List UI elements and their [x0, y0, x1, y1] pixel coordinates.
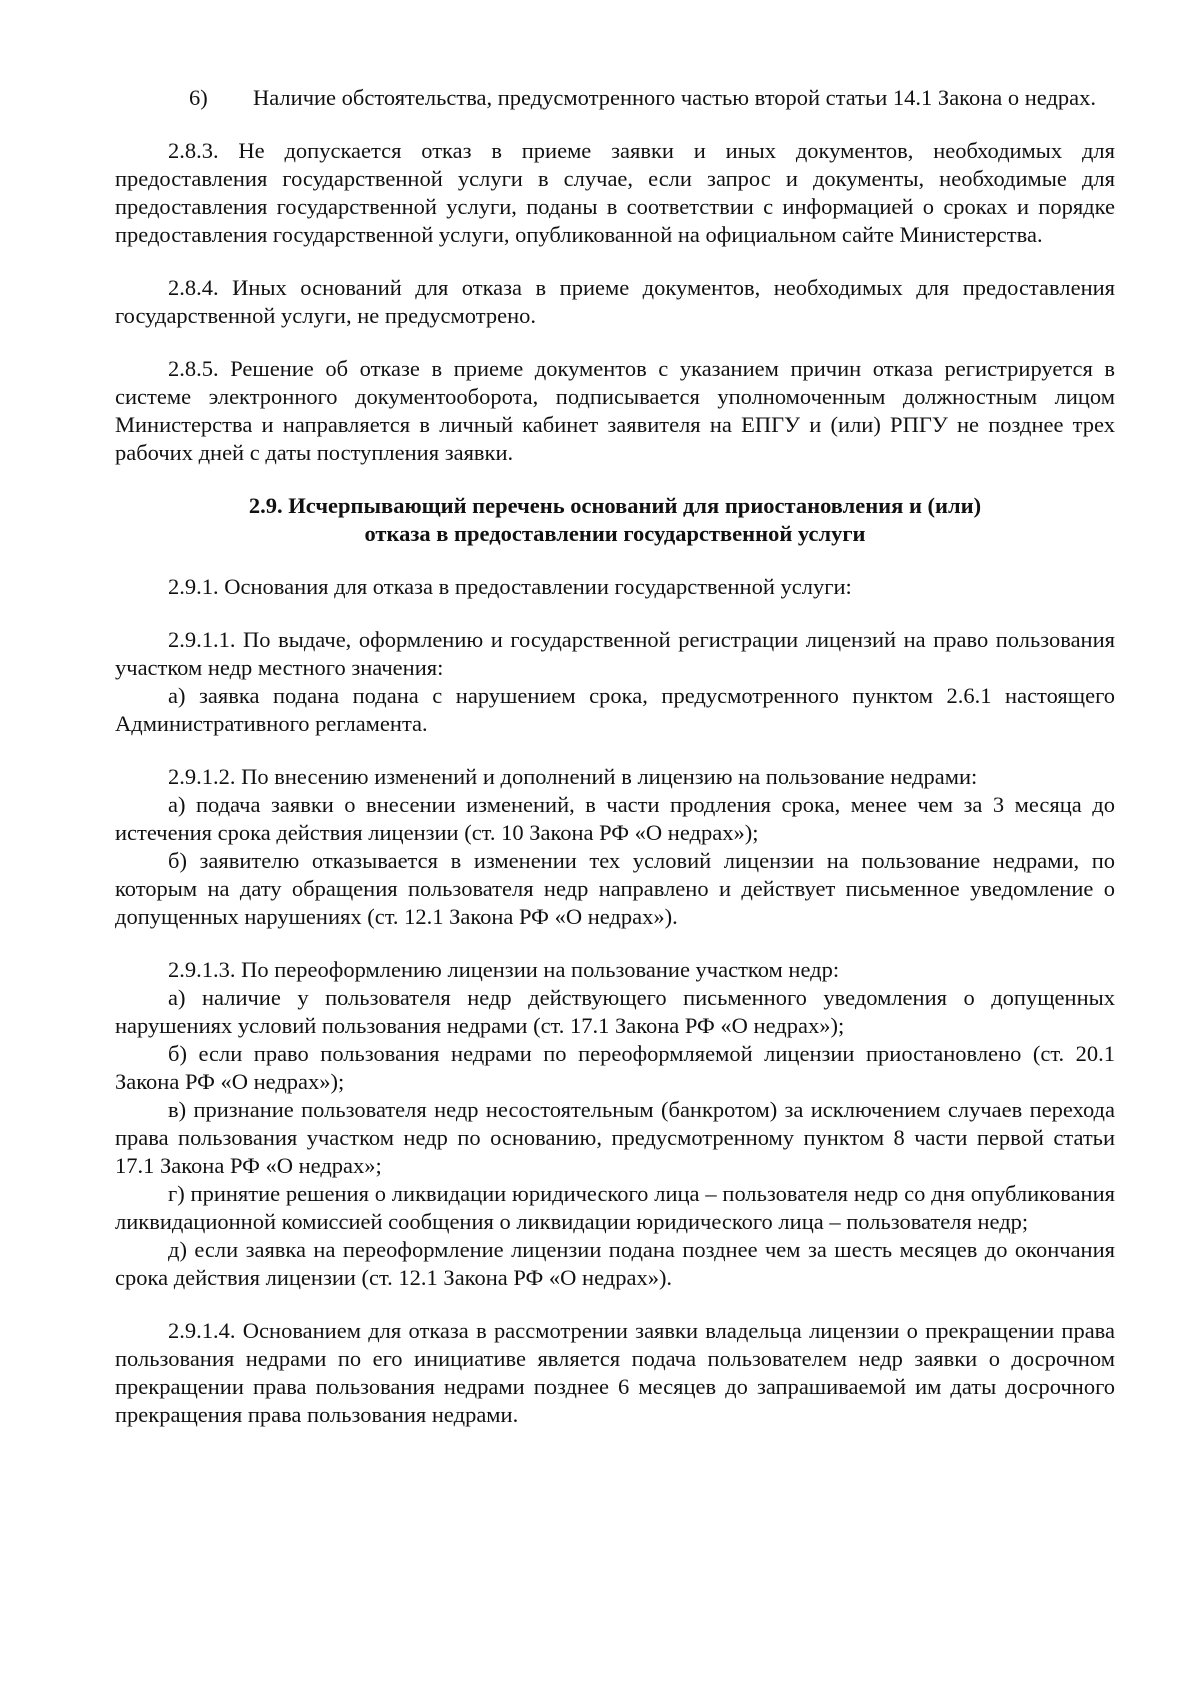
- item-6-text: Наличие обстоятельства, предусмотренного частью второй статьи 14.1 Закона о недрах.: [253, 85, 1097, 110]
- paragraph-2-8-3: 2.8.3. Не допускается отказ в приеме заявки и иных документов, необходимых для предоставления государственной услуги в случае, если запрос и документы, необходимые для предоставления государственной услуги, поданы в соответствии с информацией о сроках и порядке предоставления государственной услуги, опубликованной на официальном сайте Министерства.: [115, 138, 1115, 247]
- item-6-number: 6): [189, 85, 208, 110]
- paragraph-2-9-1-1-a: а) заявка подана подана с нарушением срока, предусмотренного пунктом 2.6.1 настоящего Административного регламента.: [115, 683, 1115, 736]
- item-6: [115, 84, 1115, 112]
- paragraph-2-9-1-3-b: б) если право пользования недрами по переоформляемой лицензии приостановлено (ст. 20.1 Закона РФ «О недрах»);: [115, 1041, 1115, 1094]
- paragraph-2-9-1-2-b: б) заявителю отказывается в изменении тех условий лицензии на пользование недрами, по которым на дату обращения пользователя недр направлено и действует письменное уведомление о допущенных нарушениях (ст. 12.1 Закона РФ «О недрах»).: [115, 848, 1115, 929]
- paragraph-2-9-1-3-a: а) наличие у пользователя недр действующего письменного уведомления о допущенных нарушениях условий пользования недрами (ст. 17.1 Закона РФ «О недрах»);: [115, 985, 1115, 1038]
- section-heading-2-9: [115, 492, 1115, 548]
- paragraph-2-9-1-3-g: г) принятие решения о ликвидации юридического лица – пользователя недр со дня опубликования ликвидационной комиссией сообщения о ликвидации юридического лица – пользователя недр;: [115, 1181, 1115, 1234]
- paragraph-2-9-1-2: 2.9.1.2. По внесению изменений и дополнений в лицензию на пользование недрами:: [168, 764, 978, 789]
- paragraph-2-9-1-3-v: в) признание пользователя недр несостоятельным (банкротом) за исключением случаев перехода права пользования участком недр по основанию, предусмотренному пунктом 8 части первой статьи 17.1 Закона РФ «О недрах»;: [115, 1097, 1115, 1178]
- paragraph-2-9-1-2-a: а) подача заявки о внесении изменений, в части продления срока, менее чем за 3 месяца до истечения срока действия лицензии (ст. 10 Закона РФ «О недрах»);: [115, 792, 1115, 845]
- paragraph-2-8-5: 2.8.5. Решение об отказе в приеме документов с указанием причин отказа регистрируется в системе электронного документооборота, подписывается уполномоченным должностным лицом Министерства и направляется в личный кабинет заявителя на ЕПГУ и (или) РПГУ не позднее трех рабочих дней с даты поступления заявки.: [115, 356, 1115, 465]
- paragraph-2-9-1: 2.9.1. Основания для отказа в предоставлении государственной услуги:: [168, 574, 852, 599]
- section-heading-line-2: отказа в предоставлении государственной услуги: [364, 521, 866, 546]
- section-heading-line-1: 2.9. Исчерпывающий перечень оснований для приостановления и (или): [248, 493, 982, 518]
- paragraph-2-9-1-1: 2.9.1.1. По выдаче, оформлению и государственной регистрации лицензий на право пользования участком недр местного значения:: [115, 627, 1115, 680]
- paragraph-2-9-1-3: 2.9.1.3. По переоформлению лицензии на пользование участком недр:: [168, 957, 840, 982]
- paragraph-2-8-4: 2.8.4. Иных оснований для отказа в приеме документов, необходимых для предоставления государственной услуги, не предусмотрено.: [115, 275, 1115, 328]
- document-body: [115, 84, 1115, 1429]
- paragraph-2-9-1-3-d: д) если заявка на переоформление лицензии подана позднее чем за шесть месяцев до окончания срока действия лицензии (ст. 12.1 Закона РФ «О недрах»).: [115, 1237, 1115, 1290]
- paragraph-2-9-1-4: 2.9.1.4. Основанием для отказа в рассмотрении заявки владельца лицензии о прекращении права пользования недрами по его инициативе является подача пользователем недр заявки о досрочном прекращении права пользования недрами позднее 6 месяцев до запрашиваемой им даты досрочного прекращения права пользования недрами.: [115, 1318, 1115, 1427]
